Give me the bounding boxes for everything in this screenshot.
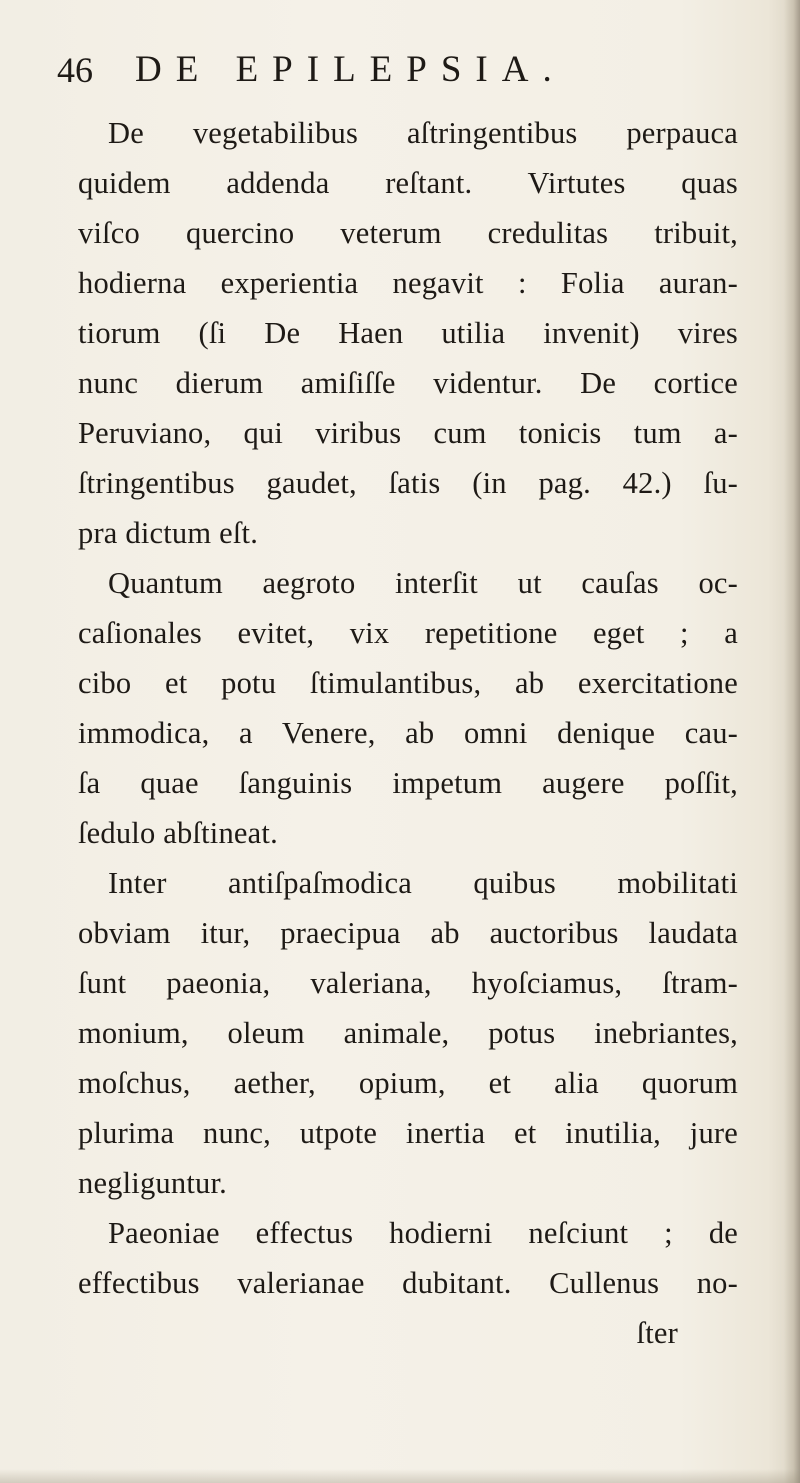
catchword: ſter (636, 1316, 678, 1350)
text-line: caſionales evitet, vix repetitione eget ; a (78, 616, 738, 650)
text-line: Quantum aegroto interſit ut cauſas oc- (108, 566, 738, 600)
page-edge-shadow (784, 0, 800, 1483)
text-line: tiorum (ſi De Haen utilia invenit) vires (78, 316, 738, 350)
text-line: cibo et potu ſtimulantibus, ab exercitatione (78, 666, 738, 700)
text-line: ſtringentibus gaudet, ſatis (in pag. 42.) ſu- (78, 466, 738, 500)
text-line: viſco quercino veterum credulitas tribuit, (78, 216, 738, 250)
text-line: monium, oleum animale, potus inebriantes, (78, 1016, 738, 1050)
text-line: ſunt paeonia, valeriana, hyoſciamus, ſtram- (78, 966, 738, 1000)
text-line: immodica, a Venere, ab omni denique cau- (78, 716, 738, 750)
text-line: plurima nunc, utpote inertia et inutilia, jure (78, 1116, 738, 1150)
text-line: hodierna experientia negavit : Folia auran- (78, 266, 738, 300)
body-text (78, 108, 738, 1358)
text-line: Peruviano, qui viribus cum tonicis tum a- (78, 416, 738, 450)
text-line: Inter antiſpaſmodica quibus mobilitati (108, 866, 738, 900)
text-line: ſedulo abſtineat. (78, 816, 278, 850)
text-line: nunc dierum amiſiſſe videntur. De cortice (78, 366, 738, 400)
text-line: moſchus, aether, opium, et alia quorum (78, 1066, 738, 1100)
page-bottom-shadow (0, 1469, 800, 1483)
page-header (57, 46, 677, 94)
running-title: DE EPILEPSIA. (135, 49, 566, 90)
text-line: negliguntur. (78, 1166, 227, 1200)
text-line: pra dictum eſt. (78, 516, 259, 550)
text-line: ſa quae ſanguinis impetum augere poſſit, (78, 766, 738, 800)
text-line: effectibus valerianae dubitant. Cullenus no- (78, 1266, 738, 1300)
text-line: quidem addenda reſtant. Virtutes quas (78, 166, 738, 200)
page-number: 46 (57, 50, 93, 90)
text-line: De vegetabilibus aſtringentibus perpauca (108, 116, 738, 150)
text-line: Paeoniae effectus hodierni neſciunt ; de (108, 1216, 738, 1250)
text-line: obviam itur, praecipua ab auctoribus laudata (78, 916, 738, 950)
